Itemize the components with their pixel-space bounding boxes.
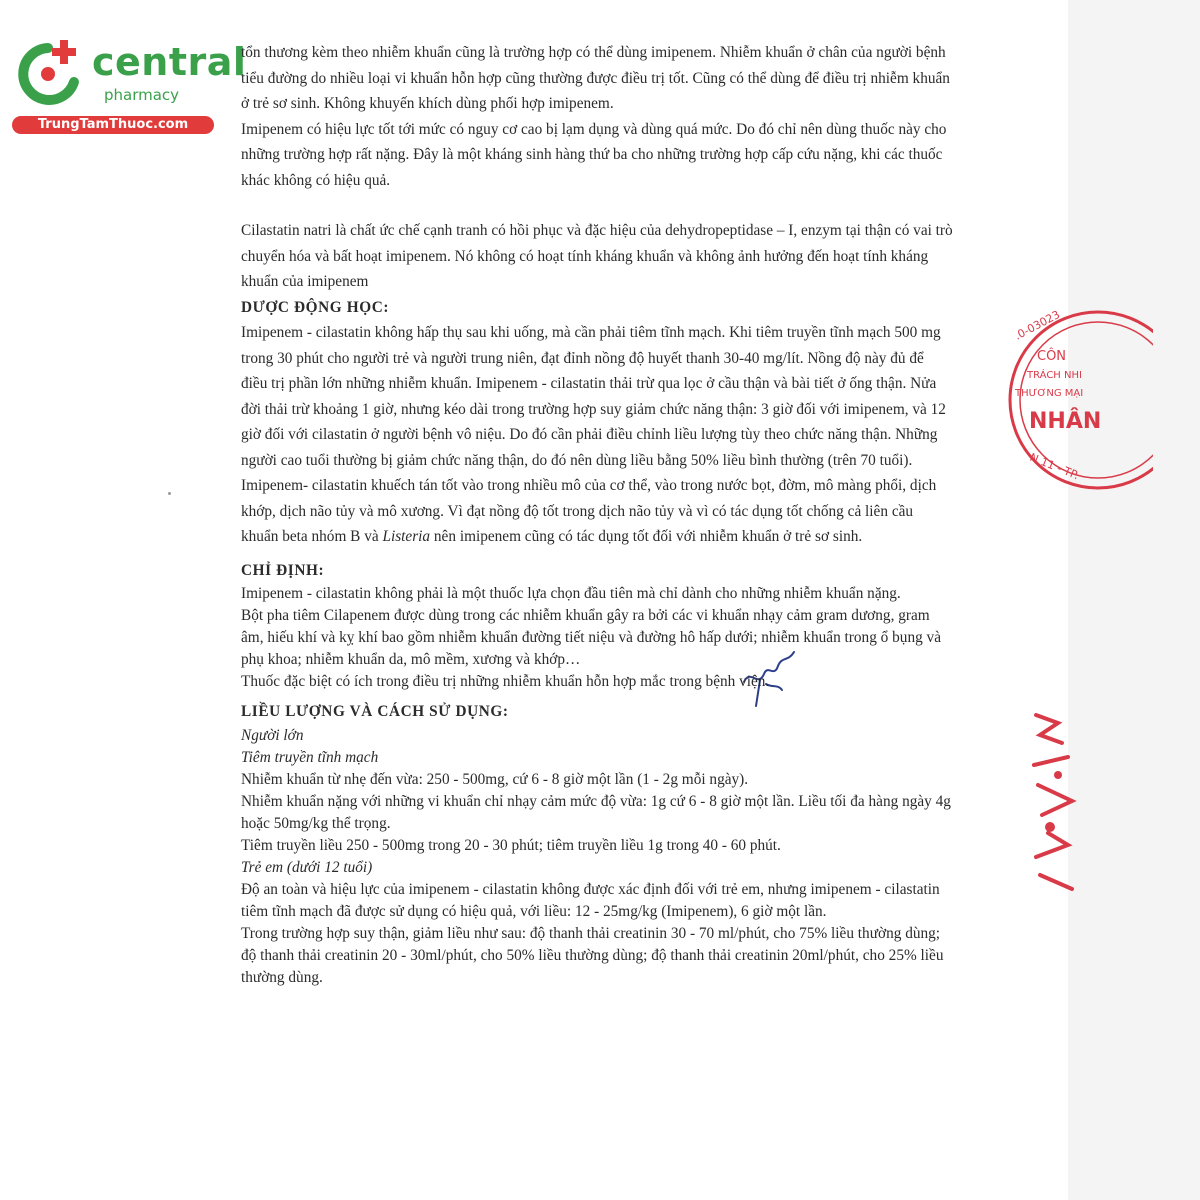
stamp-text-code: .0-03023 <box>1012 307 1063 343</box>
pharmacy-cross-icon <box>8 36 88 110</box>
stamp-text-2: TRÁCH NHI <box>1027 370 1082 381</box>
stamp-text-1: CÔN <box>1037 349 1067 364</box>
paragraph-indication-3: Thuốc đặc biệt có ích trong điều trị những nhiễm khuẩn hỗn hợp mắc trong bệnh viện. <box>241 673 770 690</box>
brand-name: central <box>92 40 247 84</box>
listeria-term: Listeria <box>382 528 431 545</box>
overlap-stamp-mark <box>1028 705 1088 905</box>
dose-infusion-time: Tiêm truyền liều 250 - 500mg trong 20 - 30 phút; tiêm truyền liều 1g trong 40 - 60 phút. <box>241 836 781 854</box>
paragraph-indication-2: Bột pha tiêm Cilapenem được dùng trong các nhiễm khuẩn gây ra bởi các vi khuẩn nhạy cảm gram dương, gram âm, hiếu khí và kỵ khí bao gồm nhiễm khuẩn đường tiết niệu và đường hô hấp dưới; nhiễm khuẩn trong ổ bụng và phụ khoa; nhiễm khuẩn da, mô mềm, xương và khớp… <box>241 607 941 668</box>
subheading-adults: Người lớn <box>241 726 304 744</box>
subheading-children: Trẻ em (dưới 12 tuổi) <box>241 858 373 876</box>
paragraph-overuse-warning: Imipenem có hiệu lực tốt tới mức có nguy cơ cao bị lạm dụng và dùng quá mức. Do đó chỉ nên dùng thuốc này cho những trường hợp rất nặng. Đây là một kháng sinh hàng thứ ba cho những trường hợp cấp cứu nặng, khi các thuốc khác không có hiệu quả. <box>241 120 947 189</box>
central-pharmacy-logo[interactable] <box>8 36 247 136</box>
dose-severe: Nhiễm khuẩn nặng với những vi khuẩn chỉ nhạy cảm mức độ vừa: 1g cứ 6 - 8 giờ một lần. Liều tối đa hàng ngày 4g hoặc 50mg/kg thể trọng. <box>241 792 951 832</box>
heading-dosage: LIỀU LƯỢNG VÀ CÁCH SỬ DỤNG: <box>241 703 509 720</box>
paragraph-cilastatin: Cilastatin natri là chất ức chế cạnh tranh có hồi phục và đặc hiệu của dehydropeptidase – I, enzym tại thận có vai trò chuyển hóa và bất hoạt imipenem. Nó không có hoạt tính kháng khuẩn và không ảnh hưởng đến hoạt tính kháng khuẩn của imipenem <box>241 222 953 290</box>
paragraph-gap <box>241 193 953 218</box>
dose-children: Độ an toàn và hiệu lực của imipenem - cilastatin không được xác định đối với trẻ em, nhưng imipenem - cilastatin tiêm tĩnh mạch đã được sử dụng có hiệu quả, với liều: 12 - 25mg/kg (Imipenem), 6 giờ một lần. <box>241 880 940 920</box>
heading-pharmacokinetics: DƯỢC ĐỘNG HỌC: <box>241 298 390 316</box>
dose-renal-impairment: Trong trường hợp suy thận, giảm liều như sau: độ thanh thải creatinin 30 - 70 ml/phút, cho 75% liều thường dùng; độ thanh thải creatinin 20 - 30ml/phút, cho 50% liều thường dùng; độ thanh thải creatinin 20ml/phút, cho 25% liều thường dùng. <box>241 924 944 986</box>
paragraph-indications-context: tổn thương kèm theo nhiễm khuẩn cũng là trường hợp có thể dùng imipenem. Nhiễm khuẩn ở chân của người bệnh tiểu đường do nhiều loại vi khuẩn hỗn hợp cũng thường được điều trị tốt. Cũng có thể dùng để điều trị nhiễm khuẩn ở trẻ sơ sinh. Không khuyến khích dùng phối hợp imipenem. <box>241 44 950 112</box>
subheading-iv-infusion: Tiêm truyền tĩnh mạch <box>241 748 379 766</box>
stamp-text-3: THƯƠNG MẠI <box>1015 388 1084 399</box>
distribution-text-b: nên imipenem cũng có tác dụng tốt đối với nhiễm khuẩn ở trẻ sơ sinh. <box>430 528 863 545</box>
brand-subtitle: pharmacy <box>104 86 180 104</box>
paragraph-pharmacokinetics: Imipenem - cilastatin không hấp thụ sau khi uống, mà cần phải tiêm tĩnh mạch. Khi tiêm truyền tĩnh mạch 500 mg trong 30 phút cho người trẻ và người trung niên, đạt đỉnh nồng độ huyết thanh 30-40 mg/lít. Nồng độ này đủ để điều trị phần lớn những nhiễm khuẩn. Imipenem - cilastatin thải trừ qua lọc ở cầu thận và bài tiết ở ống thận. Nửa đời thải trừ khoảng 1 giờ, nhưng kéo dài trong trường hợp suy giảm chức năng thận: 3 giờ đối với imipenem, và 12 giờ đối với cilastatin ở người bệnh vô niệu. Do đó cần phải điều chỉnh liều lượng tùy theo chức năng thận. Những người cao tuổi thường bị giảm chức năng thận, do đó nên dùng liều bằng 50% liều bình thường (trên 70 tuổi). <box>241 324 946 469</box>
heading-indications: CHỈ ĐỊNH: <box>241 561 325 579</box>
stamp-text-5: N 11 - TP. <box>1027 450 1081 483</box>
leaflet-text <box>241 40 953 989</box>
paragraph-distribution <box>241 473 953 550</box>
dose-mild-moderate: Nhiễm khuẩn từ nhẹ đến vừa: 250 - 500mg, cứ 6 - 8 giờ một lần (1 - 2g mỗi ngày). <box>241 770 749 788</box>
distribution-text-a: Imipenem- cilastatin khuếch tán tốt vào trong nhiều mô của cơ thể, vào trong nước bọt, đờm, mô màng phổi, dịch khớp, dịch não tủy và mô xương. Vì đạt nồng độ tốt trong dịch não tủy và vì có tác dụng tốt chống cả liên cầu khuẩn beta nhóm B và <box>241 477 937 545</box>
paragraph-indication-1: Imipenem - cilastatin không phải là một thuốc lựa chọn đầu tiên mà chỉ dành cho những nhiễm khuẩn nặng. <box>241 585 901 602</box>
scan-speck <box>168 492 171 495</box>
scan-page-edge <box>1068 0 1200 1200</box>
stamp-text-4: NHÂN <box>1029 409 1102 434</box>
website-link[interactable]: TrungTamThuoc.com <box>12 116 214 134</box>
company-stamp <box>1003 300 1153 500</box>
